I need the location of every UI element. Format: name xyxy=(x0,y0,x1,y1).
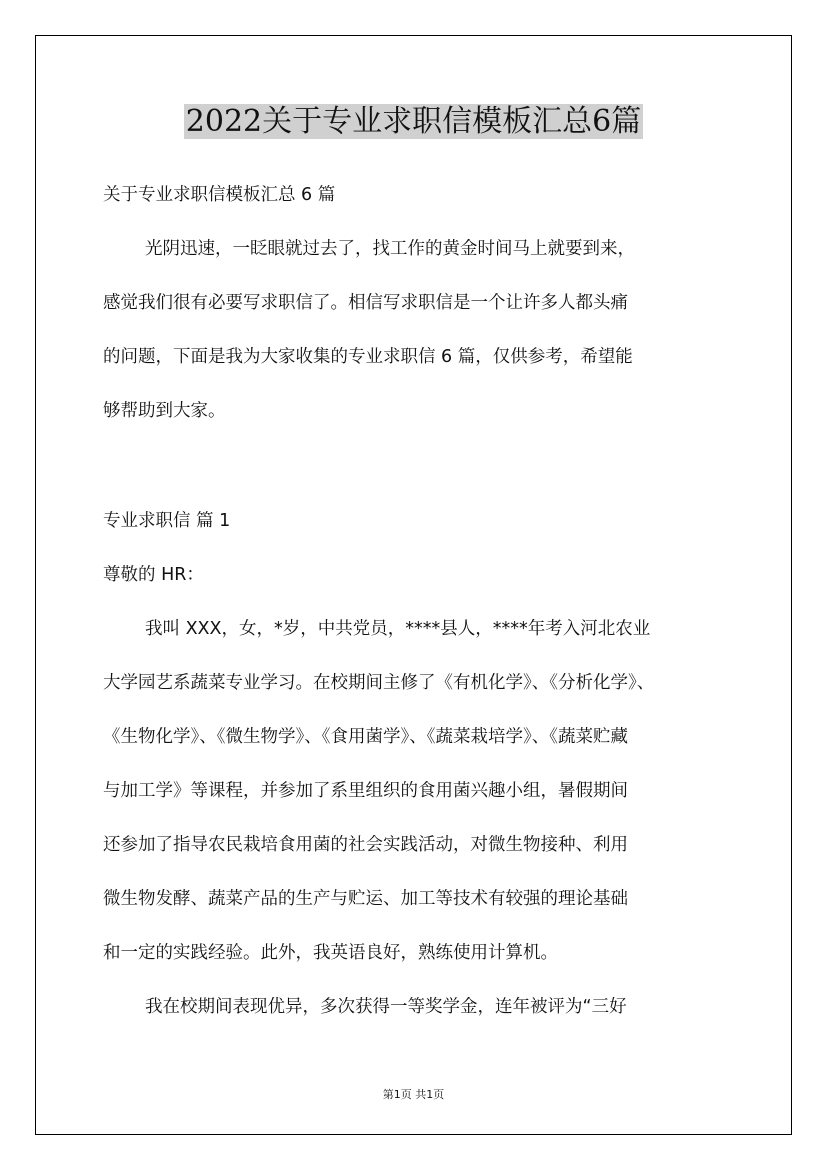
salutation: 尊敬的 HR： xyxy=(103,565,204,585)
document-title: 2022关于专业求职信模板汇总6篇 xyxy=(185,104,642,139)
subtitle-line: 关于专业求职信模板汇总 6 篇 xyxy=(103,185,336,205)
section-heading: 专业求职信 篇 1 xyxy=(103,511,231,531)
paragraph-line: 大学园艺系蔬菜专业学习。在校期间主修了《有机化学》、《分析化学》、 xyxy=(103,673,655,693)
paragraph-line: 的问题，下面是我为大家收集的专业求职信 6 篇，仅供参考，希望能 xyxy=(103,347,633,367)
page-footer: 第1页 共1页 xyxy=(382,1088,445,1101)
paragraph-line: 光阴迅速，一眨眼就过去了，找工作的黄金时间马上就要到来， xyxy=(145,239,635,259)
paragraph-line: 《生物化学》、《微生物学》、《食用菌学》、《蔬菜栽培学》、《蔬菜贮藏 xyxy=(103,727,628,747)
paragraph-line: 微生物发酵、蔬菜产品的生产与贮运、加工等技术有较强的理论基础 xyxy=(103,889,628,909)
paragraph-line: 还参加了指导农民栽培食用菌的社会实践活动，对微生物接种、利用 xyxy=(103,835,628,855)
paragraph-line: 我在校期间表现优异，多次获得一等奖学金，连年被评为“三好 xyxy=(145,997,627,1017)
paragraph-line: 与加工学》等课程，并参加了系里组织的食用菌兴趣小组，暑假期间 xyxy=(103,781,628,801)
paragraph-line: 够帮助到大家。 xyxy=(103,401,226,421)
paragraph-line: 感觉我们很有必要写求职信了。相信写求职信是一个让许多人都头痛 xyxy=(103,293,628,313)
paragraph-line: 我叫 XXX，女，*岁，中共党员，****县人，****年考入河北农业 xyxy=(145,619,651,639)
paragraph-line: 和一定的实践经验。此外，我英语良好，熟练使用计算机。 xyxy=(103,943,558,963)
